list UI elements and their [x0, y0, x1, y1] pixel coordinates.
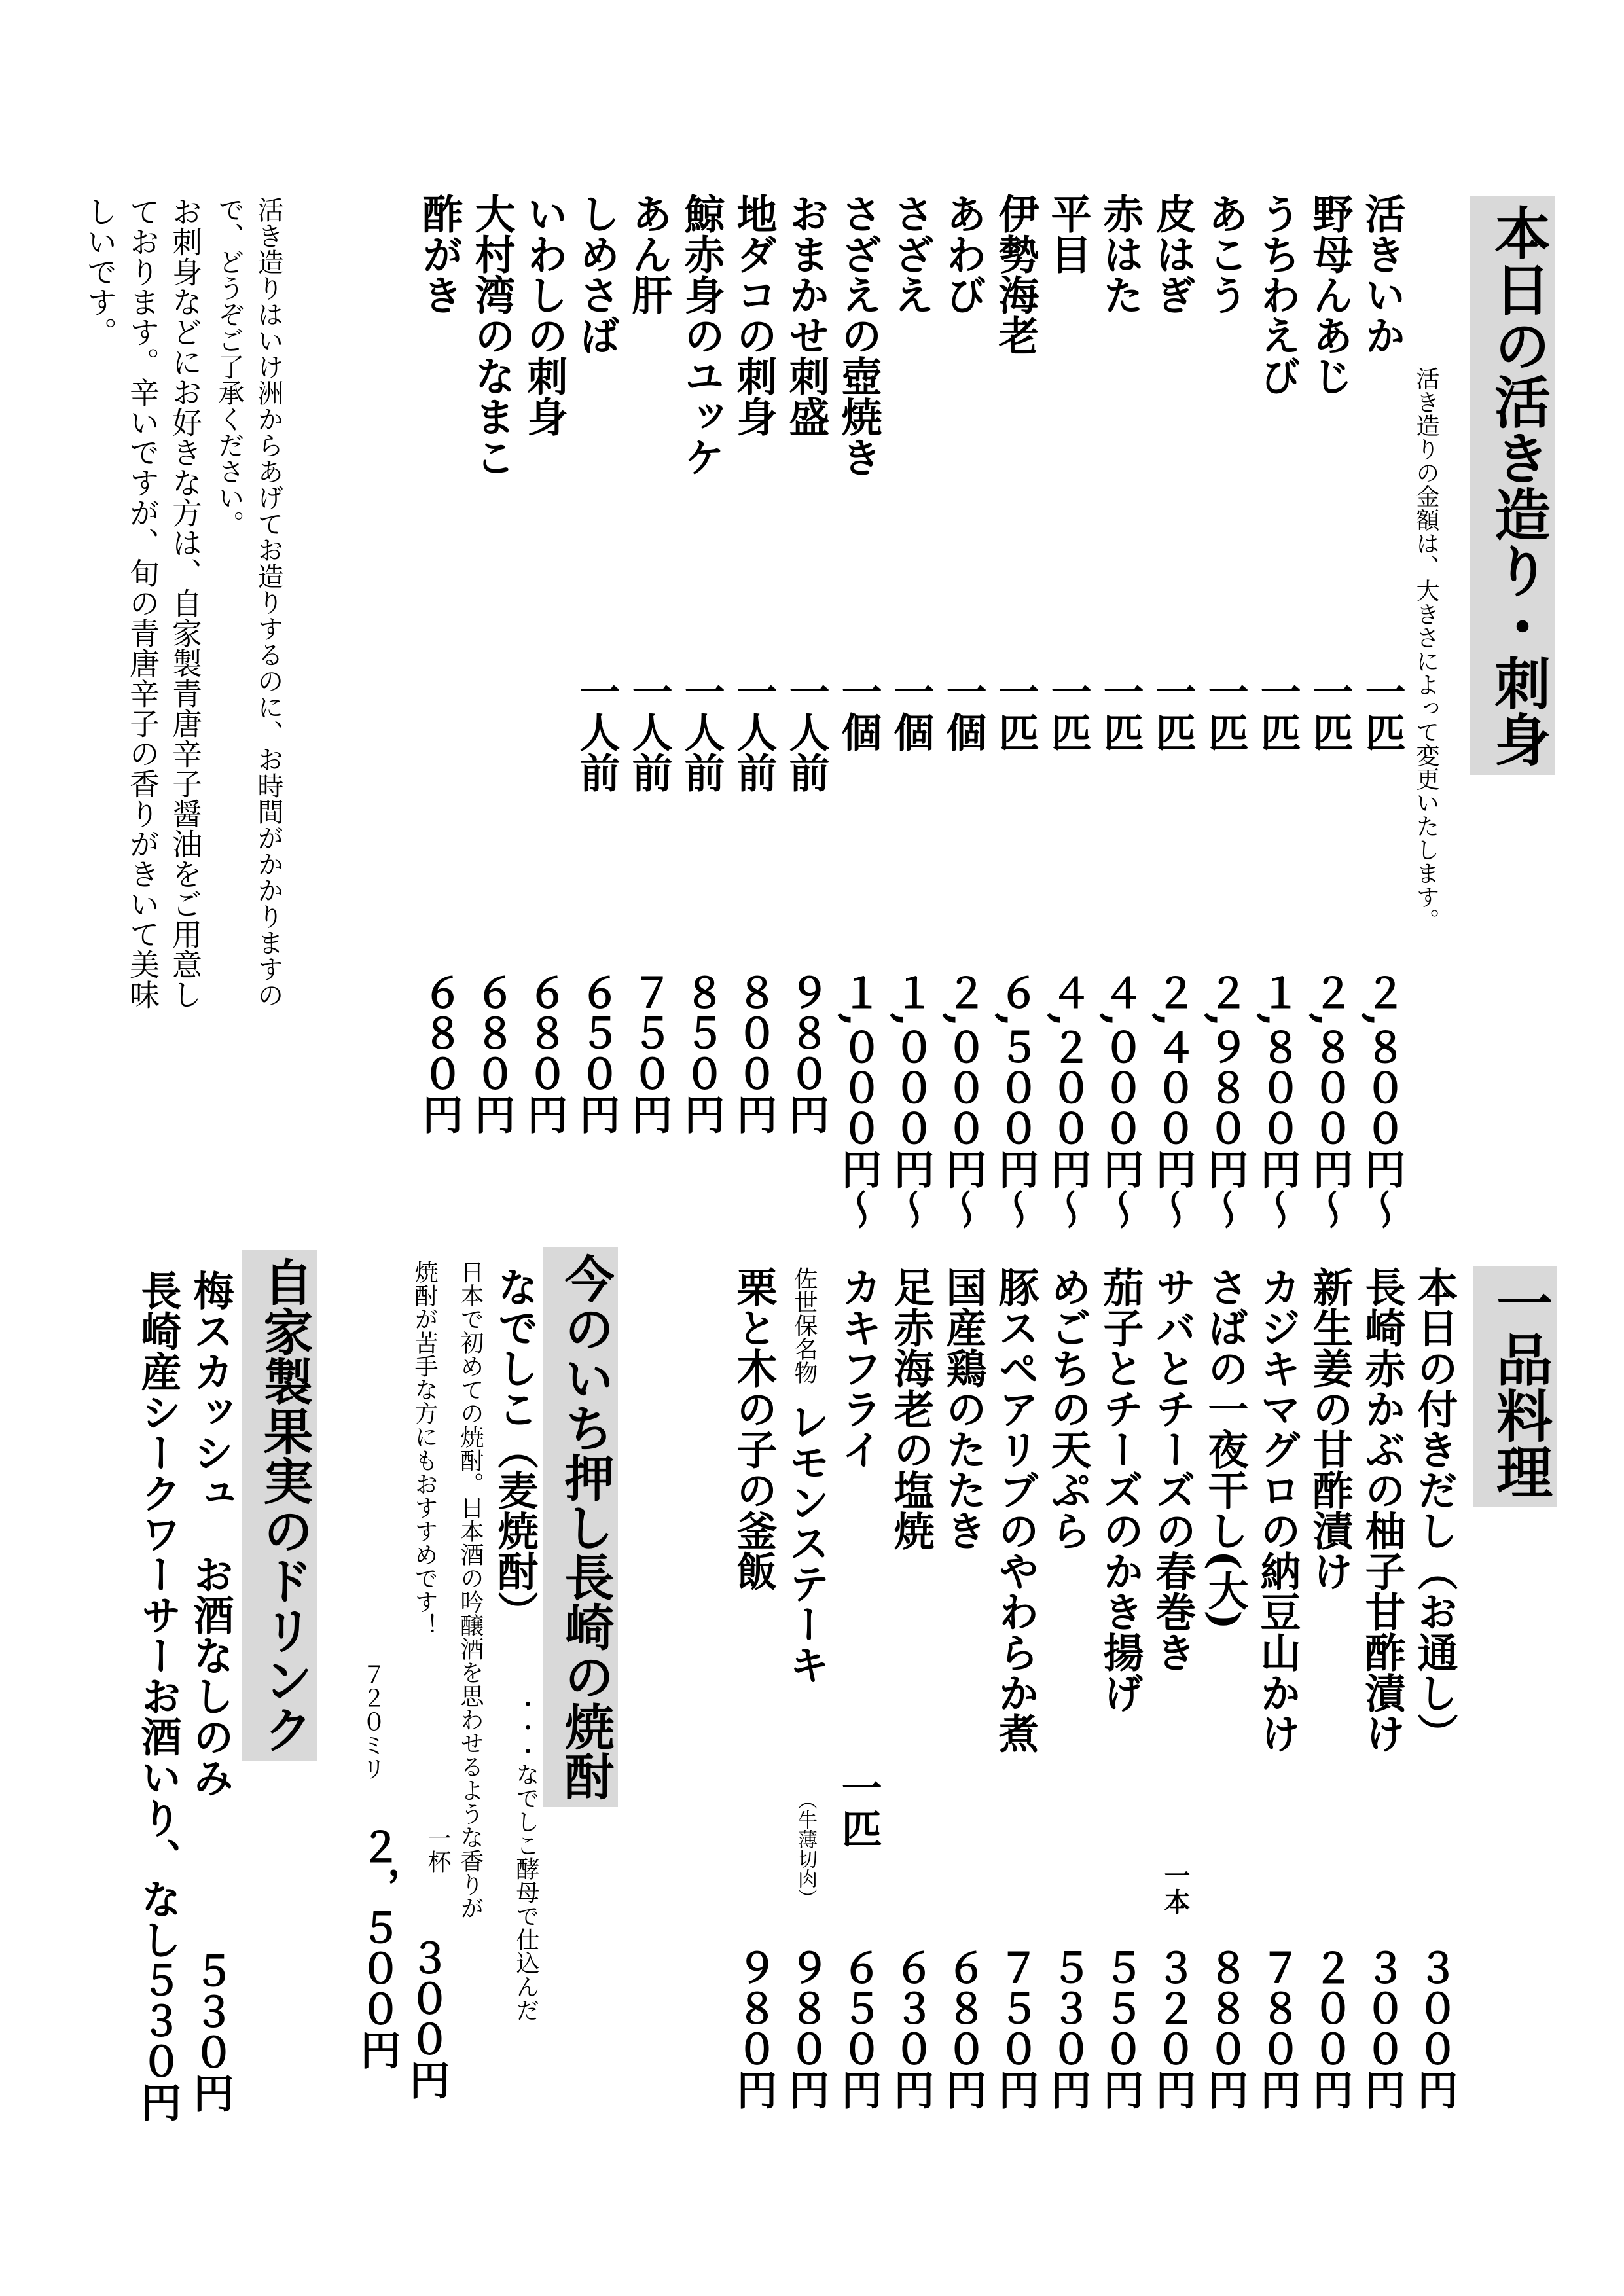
shochu-desc-1: 日本で初めての焼酎。日本酒の吟醸酒を思わせるような香りが — [457, 1260, 484, 1920]
ikizukuri-item-qty: 一匹 — [1306, 671, 1354, 752]
ikizukuri-item-name: 大村湾のなまこ — [468, 193, 516, 477]
ikizukuri-item-name: しめさば — [573, 193, 621, 355]
ippin-item-suffix: （牛薄切肉） — [794, 1790, 817, 1908]
ikizukuri-item-price: ６８０円 — [520, 972, 568, 1134]
shochu-glass-price: ３００円 — [403, 1937, 450, 2100]
ippin-item-name: サバとチーズの春巻き — [1149, 1266, 1197, 1672]
ippin-item-price: ９８０円 — [782, 1947, 830, 2109]
ikizukuri-item-name: 平目 — [1044, 193, 1092, 274]
ikizukuri-item-price: ８５０円 — [677, 972, 725, 1134]
ippin-item-name: さばの一夜干し(大) — [1201, 1266, 1249, 1630]
ippin-item-name: 栗と木の子の釜飯 — [730, 1266, 778, 1591]
ikizukuri-note: 活き造りの金額は、大きさによって変更いたします。 — [1413, 367, 1439, 932]
ikizukuri-item-name: いわしの刺身 — [520, 193, 568, 437]
ikizukuri-item-qty: 一匹 — [1044, 671, 1092, 752]
ikizukuri-item-name: 鯨赤身のユッケ — [677, 193, 725, 477]
ippin-item-price: ６５０円 — [835, 1947, 882, 2109]
drink-item-ume-price: ５３０円 — [187, 1950, 234, 2113]
shochu-bottle-label: ７２０ミリ — [359, 1662, 386, 1780]
ikizukuri-item-price: １,８００円～ — [1254, 972, 1301, 1230]
ikizukuri-item-name: 伊勢海老 — [992, 193, 1039, 355]
ikizukuri-item-qty: 一個 — [835, 671, 882, 752]
ikizukuri-item-price: ６８０円 — [416, 972, 463, 1134]
drink-title: 自家製果実のドリンク — [242, 1250, 317, 1761]
ikizukuri-item-price: ６５０円 — [573, 972, 621, 1134]
shochu-name: なでしこ（麦焼酎） — [491, 1266, 539, 1632]
ikizukuri-item-price: ４,０００円～ — [1096, 972, 1144, 1230]
ikizukuri-item-qty: 一匹 — [992, 671, 1039, 752]
ippin-title: 一品料理 — [1473, 1266, 1557, 1507]
notice-line: で、どうぞご了承ください。 — [214, 196, 244, 537]
ikizukuri-item-qty: 一人前 — [782, 671, 830, 793]
ippin-item-price: ３００円 — [1358, 1947, 1406, 2109]
shochu-desc-2: 焼酎が苦手な方にもおすすめです！ — [411, 1260, 438, 1637]
ikizukuri-item-qty: 一匹 — [1358, 671, 1406, 752]
notice-soy-sauce — [79, 196, 206, 1009]
ikizukuri-item-qty: 一人前 — [730, 671, 778, 793]
ikizukuri-item-name: 野母んあじ — [1306, 193, 1354, 396]
ikizukuri-item-qty: 一人前 — [573, 671, 621, 793]
ikizukuri-item-price: ２,９８０円～ — [1201, 972, 1249, 1230]
ikizukuri-item-price: ２,０００円～ — [939, 972, 987, 1230]
ippin-item-name: 本日の付きだし（お通し） — [1411, 1266, 1458, 1753]
notice-line: 活き造りはいけ洲からあげてお造りするのに、お時間がかかりますの — [253, 196, 283, 1008]
ippin-item-qty: 一本 — [1160, 1862, 1191, 1914]
ikizukuri-item-name: 酢がき — [416, 193, 463, 315]
ikizukuri-item-name: あわび — [939, 193, 987, 315]
ippin-item-name: 足赤海老の塩焼 — [887, 1266, 935, 1551]
ippin-item-name: レモンステーキ — [782, 1401, 830, 1685]
ikizukuri-item-price: ２,４００円～ — [1149, 972, 1197, 1230]
shochu-title: 今のいち押し長崎の焼酎 — [543, 1247, 618, 1807]
notice-live-prep — [209, 196, 288, 1008]
ippin-item-price: ６８０円 — [939, 1947, 987, 2109]
drink-item-shikuwasa: 長崎産シークワーサーお酒いり、なし５３０円 — [134, 1270, 182, 2122]
ippin-item-prefix: 佐世保名物 — [791, 1266, 818, 1384]
notice-line: お刺身などにお好きな方は、自家製青唐辛子醤油をご用意し — [168, 196, 203, 1009]
ikizukuri-item-name: 赤はた — [1096, 193, 1144, 315]
ikizukuri-item-qty: 一匹 — [1254, 671, 1301, 752]
ippin-item-price: ２００円 — [1306, 1947, 1354, 2109]
shochu-bottle-price: ２，５００円 — [353, 1826, 401, 2070]
notice-line: しいです。 — [82, 196, 118, 347]
ikizukuri-item-price: ２,８００円～ — [1358, 972, 1406, 1230]
ippin-item-price: ８８０円 — [1201, 1947, 1249, 2109]
shochu-glass-label: 一杯 — [424, 1826, 451, 1873]
ikizukuri-item-price: １,０００円～ — [835, 972, 882, 1230]
ikizukuri-item-price: ７５０円 — [625, 972, 673, 1134]
ippin-item-price: ５５０円 — [1096, 1947, 1144, 2109]
ikizukuri-item-name: あん肝 — [625, 193, 673, 315]
ippin-item-name: 国産鶏のたたき — [939, 1266, 987, 1551]
ippin-item-name: 豚スペアリブのやわらか煮 — [992, 1266, 1039, 1753]
ikizukuri-item-name: おまかせ刺盛 — [782, 193, 830, 437]
ikizukuri-item-name: 活きいか — [1358, 193, 1406, 355]
ikizukuri-item-name: 皮はぎ — [1149, 193, 1197, 315]
ikizukuri-item-price: ６８０円 — [468, 972, 516, 1134]
ikizukuri-item-price: ９８０円 — [782, 972, 830, 1134]
ippin-item-price: ７５０円 — [992, 1947, 1039, 2109]
ikizukuri-item-price: １,０００円～ — [887, 972, 935, 1230]
ippin-item-price: ７８０円 — [1254, 1947, 1301, 2109]
ikizukuri-item-name: さざえ — [887, 193, 935, 315]
ikizukuri-item-qty: 一個 — [939, 671, 987, 752]
ikizukuri-item-name: あこう — [1201, 193, 1249, 315]
ippin-item-name: めごちの天ぷら — [1044, 1266, 1092, 1551]
ippin-item-price: ３００円 — [1411, 1947, 1458, 2109]
ippin-item-price: ５３０円 — [1044, 1947, 1092, 2109]
ikizukuri-item-name: 地ダコの刺身 — [730, 193, 778, 437]
ikizukuri-title: 本日の活き造り・刺身 — [1470, 196, 1555, 775]
ikizukuri-item-qty: 一匹 — [1096, 671, 1144, 752]
ikizukuri-item-price: ６,５００円～ — [992, 972, 1039, 1230]
ikizukuri-item-qty: 一人前 — [625, 671, 673, 793]
ikizukuri-item-price: ８００円 — [730, 972, 778, 1134]
ikizukuri-item-qty: 一匹 — [1201, 671, 1249, 752]
notice-line: ております。辛いですが、旬の青唐辛子の香りがきいて美味 — [125, 196, 160, 1009]
ippin-item-price: ３２０円 — [1149, 1947, 1197, 2109]
ippin-item-price: ９８０円 — [730, 1947, 778, 2109]
ikizukuri-item-qty: 一人前 — [677, 671, 725, 793]
drink-item-ume: 梅スカッシュ お酒なしのみ — [187, 1270, 234, 1797]
ikizukuri-item-name: さざえの壺焼き — [835, 193, 882, 477]
ippin-item-name: 新生姜の甘酢漬け — [1306, 1266, 1354, 1591]
ippin-item-name: カジキマグロの納豆山かけ — [1254, 1266, 1301, 1753]
ippin-item-name: 長崎赤かぶの柚子甘酢漬け — [1358, 1266, 1406, 1753]
ippin-item-name: カキフライ — [835, 1266, 882, 1469]
ikizukuri-item-name: うちわえび — [1254, 193, 1301, 396]
ikizukuri-item-qty: 一個 — [887, 671, 935, 752]
shochu-name-note: ・・・なでしこ酵母で仕込んだ — [513, 1692, 539, 2022]
ippin-item-name: 茄子とチーズのかき揚げ — [1096, 1266, 1144, 1713]
ikizukuri-item-qty: 一匹 — [1149, 671, 1197, 752]
ikizukuri-item-price: ２,８００円～ — [1306, 972, 1354, 1230]
ikizukuri-item-price: ４,２００円～ — [1044, 972, 1092, 1230]
ippin-item-price: ６３０円 — [887, 1947, 935, 2109]
ippin-item-qty: 一匹 — [835, 1767, 882, 1848]
